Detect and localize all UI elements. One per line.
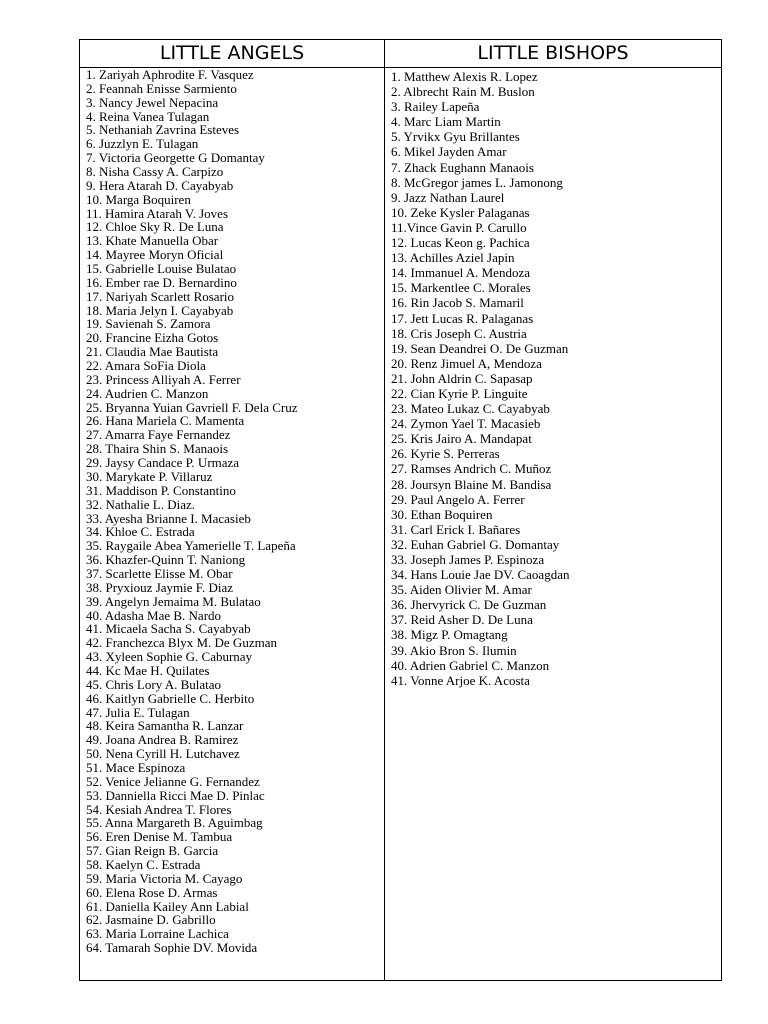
list-item: 53. Danniella Ricci Mae D. Pinlac [86, 787, 265, 803]
list-item: 14. Immanuel A. Mendoza [391, 265, 530, 281]
list-item: 8. McGregor james L. Jamonong [391, 174, 563, 190]
list-item: 49. Joana Andrea B. Ramirez [86, 732, 239, 748]
list-item: 24. Audrien C. Manzon [86, 385, 209, 401]
list-item: 64. Tamarah Sophie DV. Movida [86, 940, 258, 956]
list-item: 22. Cian Kyrie P. Linguite [391, 385, 528, 401]
list-item: 28. Joursyn Blaine M. Bandisa [391, 476, 552, 492]
list-item: 6. Mikel Jayden Amar [391, 144, 507, 160]
little-bishops-heading: LITTLE BISHOPS [477, 42, 629, 64]
list-item: 42. Franchezca Blyx M. De Guzman [86, 635, 277, 651]
list-item: 9. Hera Atarah D. Cayabyab [86, 177, 234, 193]
list-item: 60. Elena Rose D. Armas [86, 884, 218, 900]
list-item: 26. Kyrie S. Perreras [391, 446, 500, 462]
list-item: 63. Maria Lorraine Lachica [86, 926, 229, 942]
list-item: 46. Kaitlyn Gabrielle C. Herbito [86, 690, 255, 706]
list-item: 21. John Aldrin C. Sapasap [391, 370, 533, 386]
list-item: 20. Renz Jimuel A, Mendoza [391, 355, 542, 371]
list-item: 30. Ethan Boquiren [391, 506, 493, 522]
list-item: 37. Reid Asher D. De Luna [391, 612, 533, 628]
list-item: 38. Pryxiouz Jaymie F. Diaz [86, 579, 233, 595]
list-item: 54. Kesiah Andrea T. Flores [86, 801, 232, 817]
list-item: 23. Princess Alliyah A. Ferrer [86, 371, 241, 387]
list-item: 62. Jasmaine D. Gabrillo [86, 912, 216, 928]
list-item: 40. Adasha Mae B. Nardo [86, 607, 222, 623]
list-item: 43. Xyleen Sophie G. Caburnay [86, 649, 253, 665]
list-item: 29. Paul Angelo A. Ferrer [391, 491, 525, 507]
list-item: 34. Hans Louie Jae DV. Caoagdan [391, 567, 570, 583]
list-item: 24. Zymon Yael T. Macasieb [391, 416, 541, 432]
list-item: 16. Ember rae D. Bernardino [86, 274, 237, 290]
list-item: 17. Jett Lucas R. Palaganas [391, 310, 534, 326]
list-item: 2. Feannah Enisse Sarmiento [86, 80, 237, 96]
list-item: 29. Jaysy Candace P. Urmaza [86, 455, 240, 471]
list-item: 38. Migz P. Omagtang [391, 627, 508, 643]
list-item: 51. Mace Espinoza [86, 759, 186, 775]
list-item: 1. Zariyah Aphrodite F. Vasquez [86, 67, 254, 82]
list-item: 57. Gian Reign B. Garcia [86, 843, 219, 859]
list-item: 32. Euhan Gabriel G. Domantay [391, 536, 560, 552]
list-item: 55. Anna Margareth B. Aguimbag [86, 815, 263, 831]
list-item: 56. Eren Denise M. Tambua [86, 829, 233, 845]
list-item: 31. Maddison P. Constantino [86, 482, 236, 498]
list-item: 33. Joseph James P. Espinoza [391, 552, 545, 567]
list-item: 7. Victoria Georgette G Domantay [86, 150, 265, 166]
list-item: 31. Carl Erick I. Bañares [391, 521, 521, 537]
list-item: 13. Khate Manuella Obar [86, 233, 219, 249]
list-item: 41. Micaela Sacha S. Cayabyab [86, 621, 251, 637]
list-item: 52. Venice Jelianne G. Fernandez [86, 773, 260, 789]
list-item: 58. Kaelyn C. Estrada [86, 856, 201, 872]
list-item: 36. Khazfer-Quinn T. Naniong [86, 552, 246, 568]
list-item: 35. Aiden Olivier M. Amar [391, 582, 532, 598]
little-angels-list [80, 68, 385, 980]
list-item: 33. Ayesha Brianne I. Macasieb [86, 510, 251, 526]
list-item: 25. Kris Jairo A. Mandapat [391, 431, 532, 447]
list-item: 19. Sean Deandrei O. De Guzman [391, 340, 569, 356]
list-item: 9. Jazz Nathan Laurel [391, 189, 505, 205]
list-item: 39. Akio Bron S. Ilumin [391, 642, 517, 658]
list-item: 17. Nariyah Scarlett Rosario [86, 288, 235, 304]
names-row [80, 68, 721, 980]
list-item: 13. Achilles Aziel Japin [391, 250, 515, 266]
list-item: 23. Mateo Lukaz C. Cayabyab [391, 401, 550, 417]
list-item: 32. Nathalie L. Diaz. [86, 496, 196, 512]
list-item: 25. Bryanna Yuian Gavriell F. Dela Cruz [86, 399, 298, 415]
list-item: 15. Markentlee C. Morales [391, 280, 531, 296]
list-item: 5. Yrvikx Gyu Brillantes [391, 129, 520, 145]
list-item: 59. Maria Victoria M. Cayago [86, 870, 243, 886]
list-item: 45. Chris Lory A. Bulatao [86, 676, 222, 692]
list-item: 21. Claudia Mae Bautista [86, 344, 219, 360]
list-item: 34. Khloe C. Estrada [86, 524, 195, 540]
list-item: 12. Lucas Keon g. Pachica [391, 235, 530, 251]
roster-table [79, 39, 722, 981]
list-item: 11. Hamira Atarah V. Joves [86, 205, 229, 221]
list-item: 16. Rin Jacob S. Mamaril [391, 295, 524, 311]
list-item: 39. Angelyn Jemaima M. Bulatao [86, 593, 261, 609]
list-item: 28. Thaira Shin S. Manaois [86, 441, 229, 457]
list-item: 5. Nethaniah Zavrina Esteves [86, 122, 240, 138]
list-item: 11.Vince Gavin P. Carullo [391, 219, 527, 235]
little-bishops-list [385, 68, 721, 980]
header-row [80, 40, 721, 68]
list-item: 30. Marykate P. Villaruz [86, 468, 213, 484]
list-item: 19. Savienah S. Zamora [86, 316, 211, 332]
list-item: 14. Mayree Moryn Oficial [86, 247, 224, 263]
list-item: 1. Matthew Alexis R. Lopez [391, 69, 538, 84]
list-item: 44. Kc Mae H. Quilates [86, 662, 210, 678]
list-item: 41. Vonne Arjoe K. Acosta [391, 672, 530, 688]
list-item: 10. Zeke Kysler Palaganas [391, 204, 530, 220]
list-item: 37. Scarlette Elisse M. Obar [86, 565, 233, 581]
list-item: 2. Albrecht Rain M. Buslon [391, 84, 535, 100]
list-item: 3. Nancy Jewel Nepacina [86, 94, 219, 110]
list-item: 20. Francine Eizha Gotos [86, 330, 219, 346]
list-item: 8. Nisha Cassy A. Carpizo [86, 164, 224, 180]
list-item: 18. Cris Joseph C. Austria [391, 325, 527, 341]
list-item: 35. Raygaile Abea Yamerielle T. Lapeña [86, 538, 296, 554]
list-item: 3. Railey Lapeña [391, 99, 480, 115]
list-item: 15. Gabrielle Louise Bulatao [86, 261, 237, 277]
list-item: 61. Daniella Kailey Ann Labial [86, 898, 249, 914]
list-item: 40. Adrien Gabriel C. Manzon [391, 657, 550, 673]
list-item: 26. Hana Mariela C. Mamenta [86, 413, 245, 429]
list-item: 10. Marga Boquiren [86, 191, 191, 207]
list-item: 47. Julia E. Tulagan [86, 704, 190, 720]
list-item: 27. Amarra Faye Fernandez [86, 427, 231, 443]
list-item: 36. Jhervyrick C. De Guzman [391, 597, 547, 613]
list-item: 6. Juzzlyn E. Tulagan [86, 136, 199, 152]
list-item: 12. Chloe Sky R. De Luna [86, 219, 224, 235]
list-item: 27. Ramses Andrich C. Muñoz [391, 461, 552, 477]
list-item: 18. Maria Jelyn I. Cayabyab [86, 302, 234, 318]
list-item: 4. Marc Liam Martin [391, 114, 501, 130]
list-item: 4. Reina Vanea Tulagan [86, 108, 210, 124]
little-angels-heading: LITTLE ANGELS [80, 40, 385, 67]
list-item: 7. Zhack Eughann Manaois [391, 159, 534, 175]
list-item: 48. Keira Samantha R. Lanzar [86, 718, 244, 734]
list-item: 22. Amara SoFia Diola [86, 358, 206, 374]
list-item: 50. Nena Cyrill H. Lutchavez [86, 746, 240, 762]
